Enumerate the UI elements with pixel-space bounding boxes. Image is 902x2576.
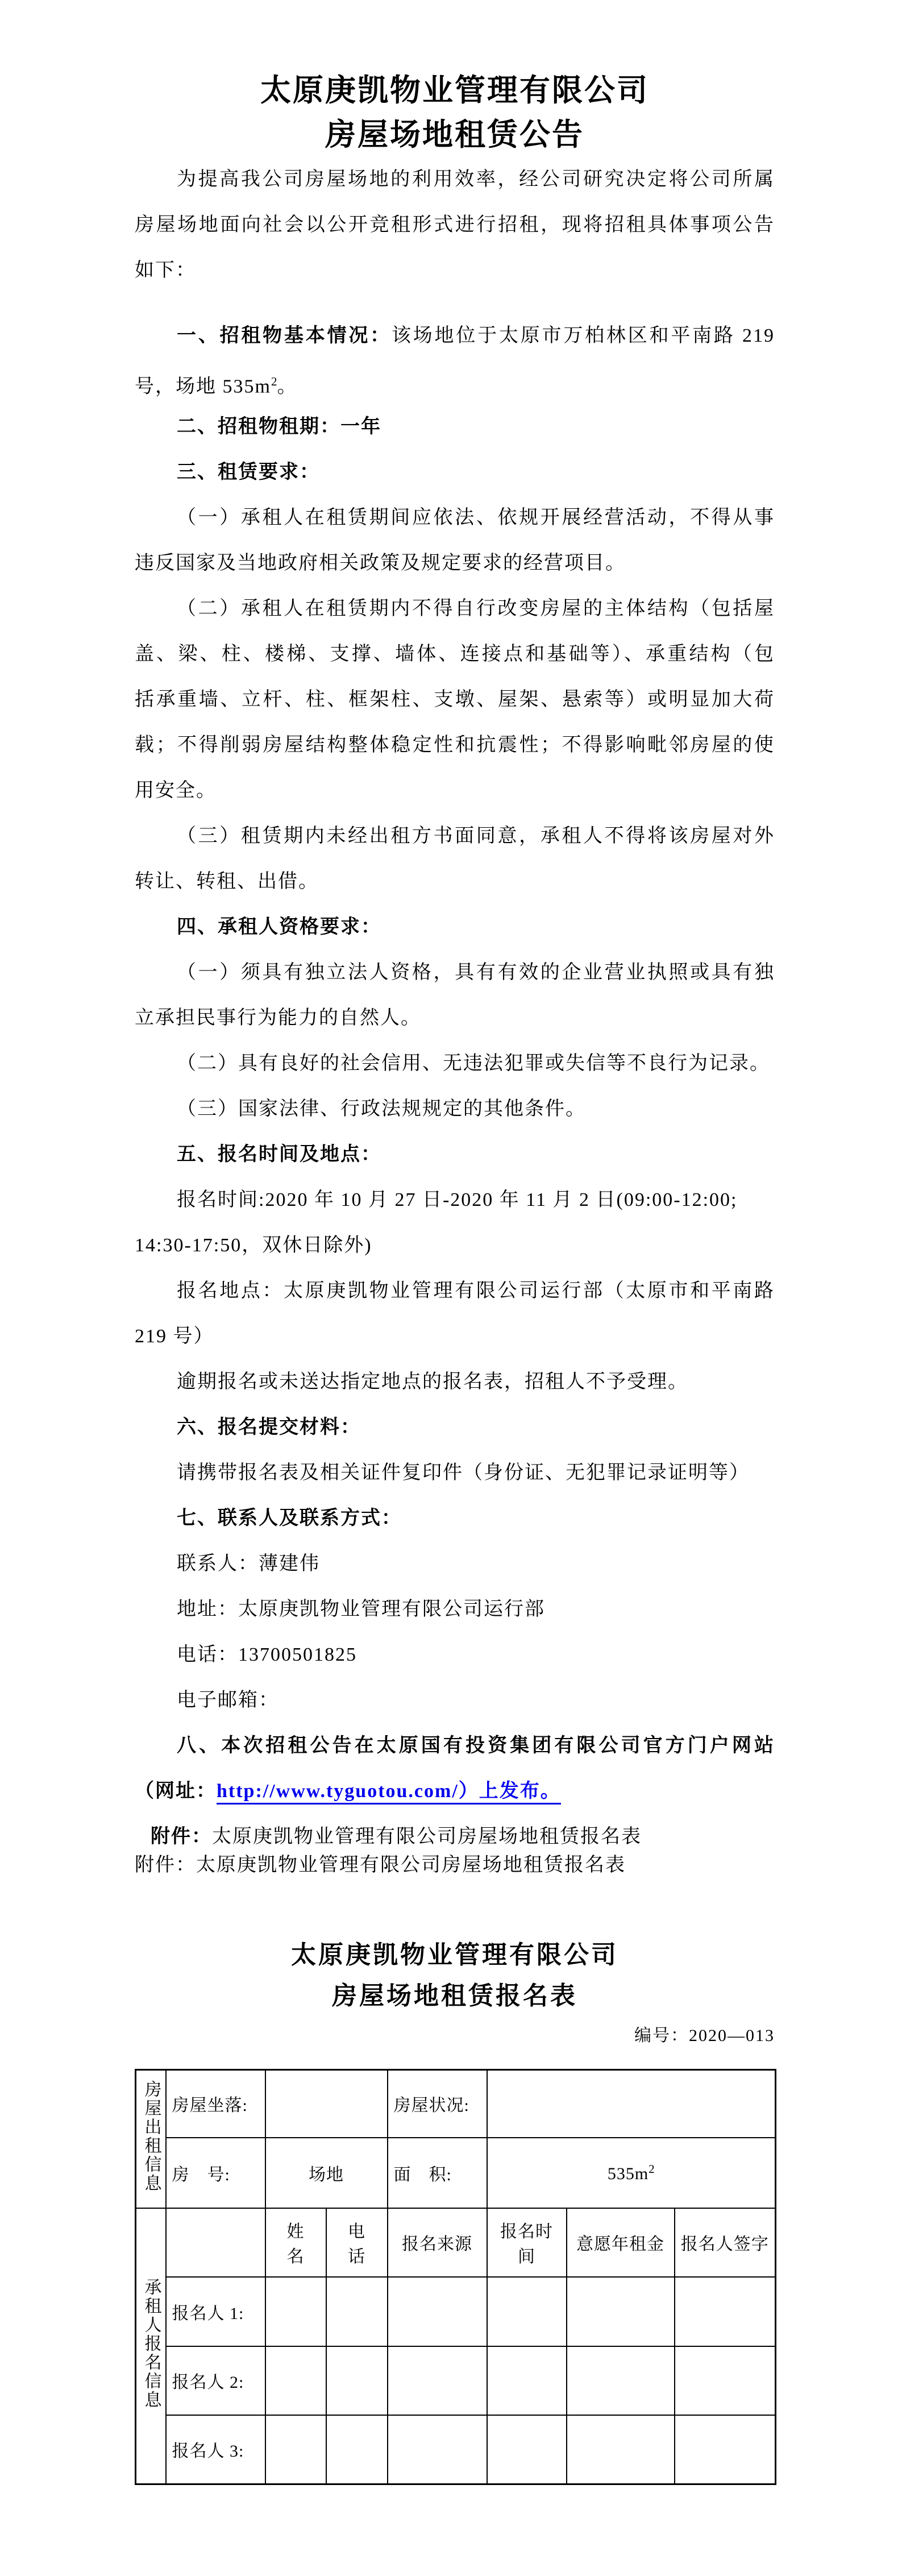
section7-heading: 七、联系人及联系方式： [177, 1508, 402, 1529]
section5-heading: 五、报名时间及地点： [177, 1144, 381, 1165]
intro-line: 为提高我公司房屋场地的利用效率，经公司研究决定将公司所属 [177, 169, 775, 190]
square-meter-sup: 2 [271, 375, 277, 388]
body-line: 报名时间:2020 年 10 月 27 日-2020 年 11 月 2 日(09:00-12:00; [177, 1189, 738, 1210]
body-line: 219 号） [135, 1326, 214, 1347]
applicant-2-rent-cell [567, 2346, 675, 2415]
applicant-1-phone-cell [326, 2277, 388, 2346]
website-prefix: （网址： [135, 1781, 217, 1802]
applicant-3-signature-cell [675, 2415, 776, 2484]
section1-cont-line [135, 359, 775, 404]
applicant-3-rent-cell [567, 2415, 675, 2484]
applicant-2-source-cell [388, 2346, 487, 2415]
section2-heading: 二、招租物租期：一年 [177, 416, 381, 437]
contact-person-line: 联系人：薄建伟 [177, 1553, 320, 1574]
area-value-text: 535m [607, 2164, 649, 2183]
body-line: （一）须具有独立法人资格，具有有效的企业营业执照或具有独 [177, 962, 775, 983]
body-line: 转让、转租、出借。 [135, 871, 319, 892]
applicant-2-phone-cell [326, 2346, 388, 2415]
applicant-2-name-cell [265, 2346, 326, 2415]
header-time: 报名时间 [487, 2208, 567, 2277]
table-row-applicant-3 [136, 2415, 776, 2484]
form-title-line2: 房屋场地租赁报名表 [332, 1982, 577, 2010]
square-meter-sup: 2 [649, 2162, 655, 2176]
body-line: （二）承租人在租赁期内不得自行改变房屋的主体结构（包括屋 [177, 598, 775, 619]
section3-heading: 三、租赁要求： [177, 462, 320, 483]
intro-line: 房屋场地面向社会以公开竞租形式进行招租，现将招租具体事项公告 [135, 214, 775, 235]
house-condition-label: 房屋状况: [388, 2070, 487, 2138]
section4-heading: 四、承租人资格要求： [177, 916, 381, 938]
header-phone: 电 话 [326, 2208, 388, 2277]
body-line: 报名地点：太原庚凯物业管理有限公司运行部（太原市和平南路 [177, 1280, 775, 1301]
table-row-header [136, 2208, 776, 2277]
body-line: 盖、梁、柱、楼梯、支撑、墙体、连接点和基础等）、承重结构（包 [135, 644, 775, 665]
body-line: （三）租赁期内未经出租方书面同意，承租人不得将该房屋对外 [177, 826, 775, 847]
body-line: 括承重墙、立杆、柱、框架柱、支墩、屋架、悬索等）或明显加大荷 [135, 689, 775, 710]
website-link[interactable]: http://www.tyguotou.com/）上发布。 [217, 1781, 561, 1805]
header-signature: 报名人签字 [675, 2208, 776, 2277]
announcement-title-line2: 房屋场地租赁公告 [325, 118, 584, 152]
house-condition-value [487, 2070, 776, 2138]
applicant-2-signature-cell [675, 2346, 776, 2415]
form-title-line1: 太原庚凯物业管理有限公司 [291, 1941, 618, 1969]
applicant-1-name-cell [265, 2277, 326, 2346]
applicant-2-label: 报名人 2: [166, 2346, 265, 2415]
section6-heading: 六、报名提交材料： [177, 1417, 361, 1438]
section8-link-line [135, 1769, 775, 1814]
room-number-label: 房 号: [166, 2138, 265, 2208]
group-label-house-rent-info [136, 2070, 166, 2208]
vertical-label: 房屋出租信息 [142, 2080, 161, 2193]
section8-heading: 八、本次招租公告在太原国有投资集团有限公司官方门户网站 [177, 1735, 775, 1756]
group-label-applicant-info [136, 2208, 166, 2484]
contact-email-line: 电子邮箱： [177, 1690, 279, 1711]
section1-heading-line [135, 313, 775, 359]
announcement [135, 68, 775, 2485]
body-line: 载；不得削弱房屋结构整体稳定性和抗震性；不得影响毗邻房屋的使 [135, 735, 775, 756]
contact-address-line: 地址：太原庚凯物业管理有限公司运行部 [177, 1599, 545, 1620]
table-row-applicant-2 [136, 2346, 776, 2415]
applicant-3-label: 报名人 3: [166, 2415, 265, 2484]
attachment-line-2: 附件：太原庚凯物业管理有限公司房屋场地租赁报名表 [135, 1855, 626, 1876]
table-row-house-location [136, 2070, 776, 2138]
contact-phone-line: 电话：13700501825 [177, 1644, 357, 1665]
applicant-1-time-cell [487, 2277, 567, 2346]
attachment-text: 太原庚凯物业管理有限公司房屋场地租赁报名表 [212, 1826, 642, 1847]
header-name: 姓 名 [265, 2208, 326, 2277]
room-number-value: 场地 [265, 2138, 388, 2208]
header-empty-cell [166, 2208, 265, 2277]
house-location-label: 房屋坐落: [166, 2070, 265, 2138]
header-source: 报名来源 [388, 2208, 487, 2277]
table-row-applicant-1 [136, 2277, 776, 2346]
applicant-2-time-cell [487, 2346, 567, 2415]
body-line: 用安全。 [135, 780, 217, 801]
intro-line: 如下： [135, 260, 196, 281]
applicant-1-label: 报名人 1: [166, 2277, 265, 2346]
area-value [487, 2138, 776, 2208]
body-line: 立承担民事行为能力的自然人。 [135, 1007, 421, 1028]
section1-cont-text: 号，场地 535m [135, 376, 271, 397]
applicant-3-source-cell [388, 2415, 487, 2484]
body-line: 逾期报名或未送达指定地点的报名表，招租人不予受理。 [177, 1371, 688, 1392]
body-line: （三）国家法律、行政法规规定的其他条件。 [177, 1098, 586, 1119]
header-desired-rent: 意愿年租金 [567, 2208, 675, 2277]
section1-heading: 一、招租物基本情况： [177, 325, 392, 346]
vertical-label: 承租人报名信息 [142, 2278, 161, 2409]
applicant-3-time-cell [487, 2415, 567, 2484]
announcement-title-line1: 太原庚凯物业管理有限公司 [260, 73, 649, 107]
applicant-3-phone-cell [326, 2415, 388, 2484]
body-line: （二）具有良好的社会信用、无违法犯罪或失信等不良行为记录。 [177, 1053, 770, 1074]
house-location-value [265, 2070, 388, 2138]
body-line: （一）承租人在租赁期间应依法、依规开展经营活动，不得从事 [177, 507, 775, 528]
applicant-3-name-cell [265, 2415, 326, 2484]
body-line: 请携带报名表及相关证件复印件（身份证、无犯罪记录证明等） [177, 1462, 750, 1483]
applicant-1-signature-cell [675, 2277, 776, 2346]
table-row-house-number [136, 2138, 776, 2208]
body-line: 违反国家及当地政府相关政策及规定要求的经营项目。 [135, 553, 626, 574]
applicant-1-source-cell [388, 2277, 487, 2346]
section1-cont-end: 。 [277, 376, 298, 397]
registration-form-table [135, 2069, 776, 2485]
area-label: 面 积: [388, 2138, 487, 2208]
applicant-1-rent-cell [567, 2277, 675, 2346]
attachment-label: 附件： [151, 1826, 212, 1847]
form-serial-number: 编号：2020—013 [634, 2026, 775, 2045]
section1-text: 该场地位于太原市万柏林区和平南路 219 [391, 325, 775, 346]
body-line: 14:30-17:50，双休日除外) [135, 1235, 372, 1256]
